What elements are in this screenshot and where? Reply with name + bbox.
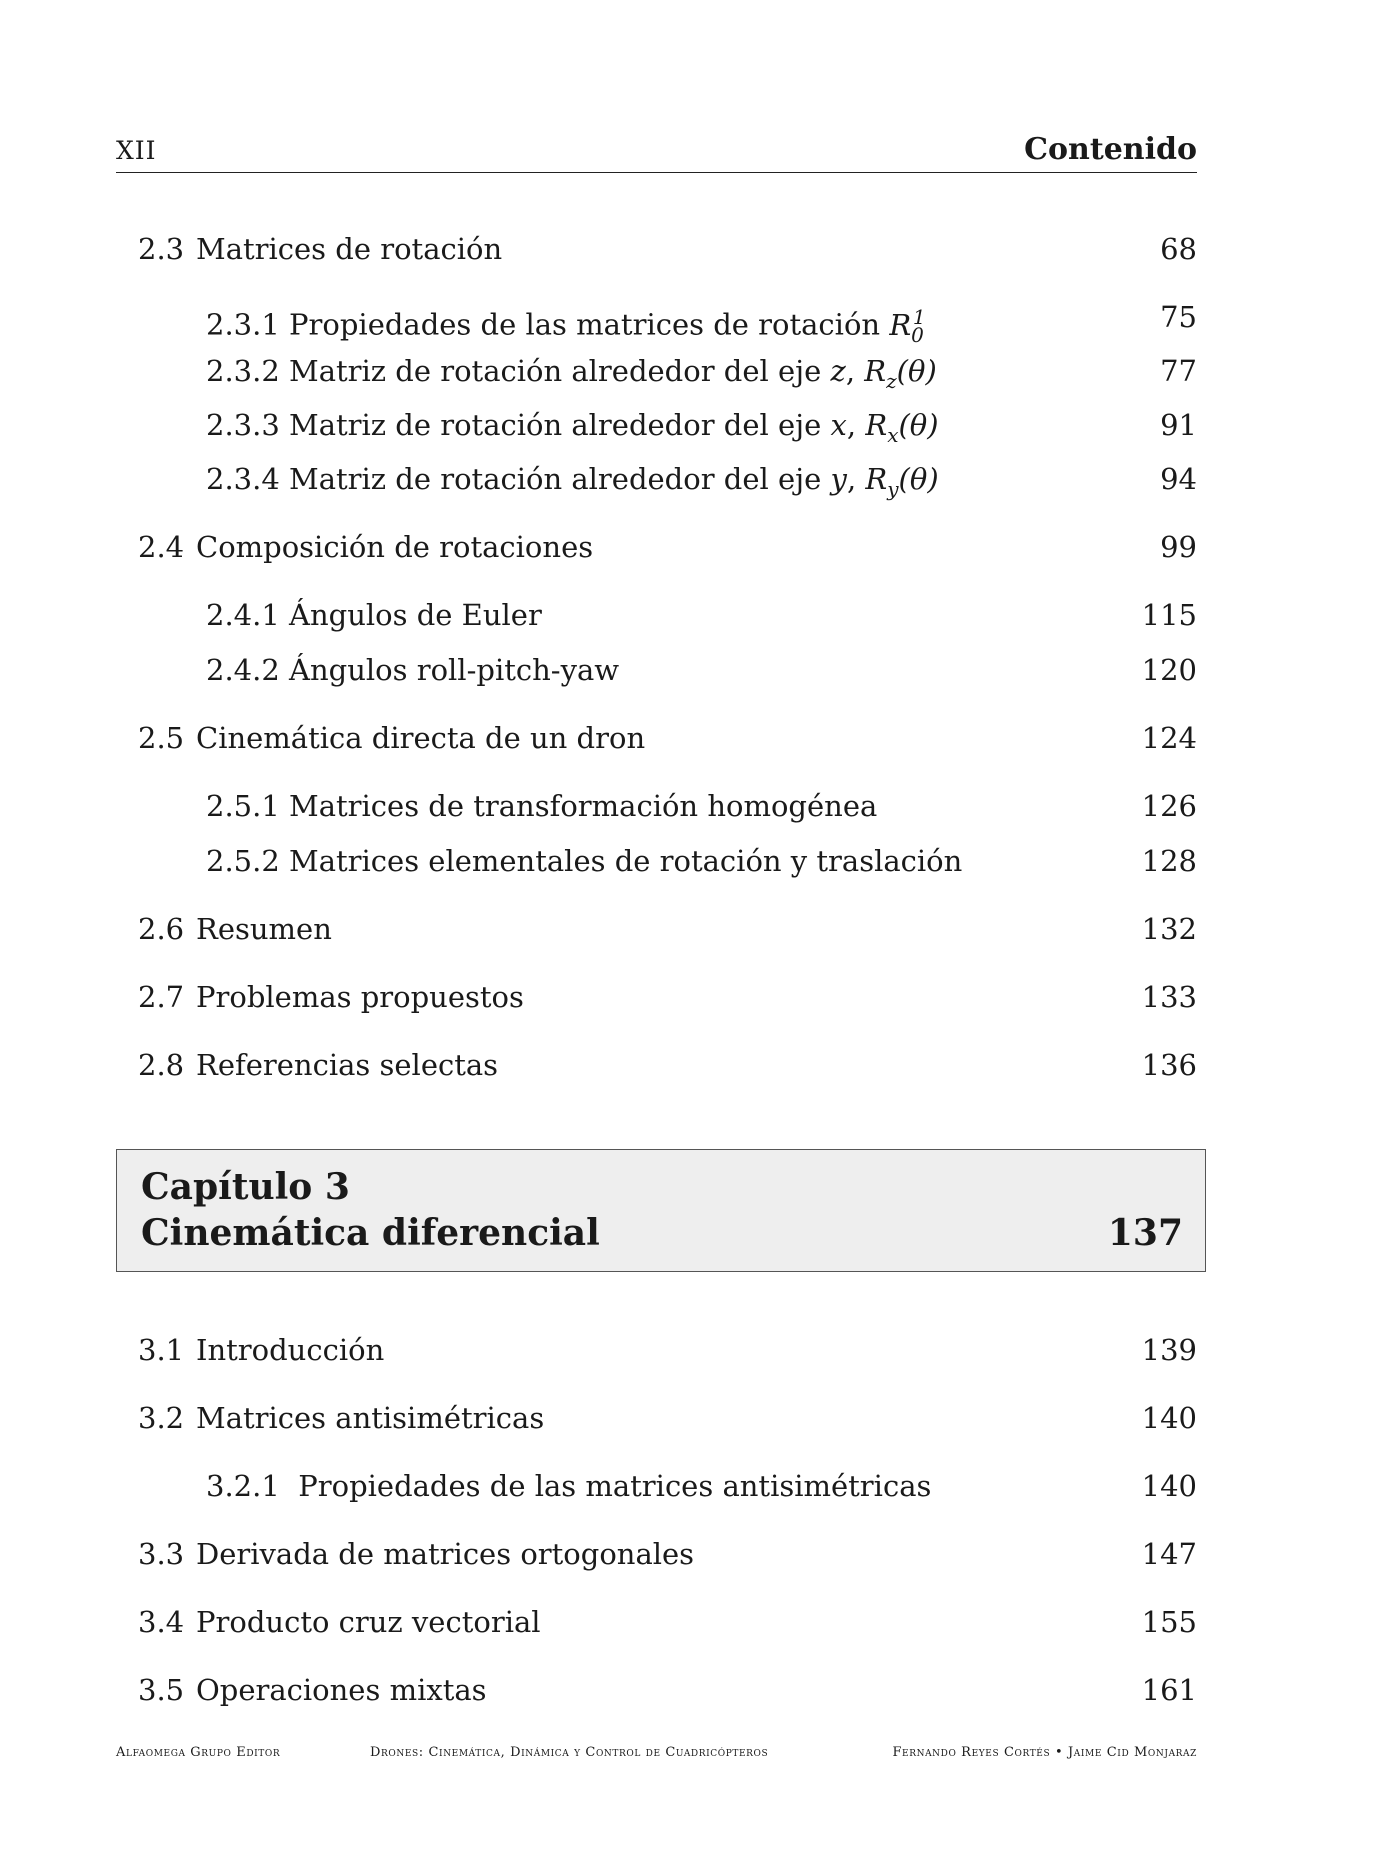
math-symbol: $R_0^1$ [889, 305, 926, 347]
toc-entry[interactable]: 2.4 Composición de rotaciones 99 [138, 530, 1197, 564]
running-title: Contenido [1024, 132, 1197, 167]
toc-entry[interactable]: 2.6 Resumen 132 [138, 912, 1197, 946]
toc-entry[interactable]: 2.4.1 Ángulos de Euler 115 [206, 598, 1197, 632]
toc-entry[interactable]: 2.4.2 Ángulos roll-pitch-yaw 120 [206, 653, 1197, 687]
math-symbol: $R_x(\theta)$ [865, 408, 939, 447]
toc-entry[interactable]: 2.5 Cinemática directa de un dron 124 [138, 721, 1197, 755]
toc-entry[interactable]: 3.5 Operaciones mixtas 161 [138, 1673, 1197, 1707]
footer-publisher: Alfaomega Grupo Editor [116, 1745, 281, 1760]
page-header [116, 128, 1197, 173]
toc-entry[interactable]: 3.2.1 Propiedades de las matrices antisimétricas 140 [206, 1469, 1197, 1503]
toc-entry[interactable]: 2.3.3 Matriz de rotación alrededor del eje x, $R_x(\theta)$ 91 [206, 408, 1197, 447]
math-symbol: $R_z(\theta)$ [864, 354, 937, 393]
toc-entry[interactable]: 2.7 Problemas propuestos 133 [138, 980, 1197, 1014]
toc-entry[interactable]: 3.1 Introducción 139 [138, 1333, 1197, 1367]
toc-entry[interactable]: 2.5.1 Matrices de transformación homogénea 126 [206, 789, 1197, 823]
footer-book-title: Drones: Cinemática, Dinámica y Control de Cuadricópteros [370, 1745, 769, 1760]
toc-entry[interactable]: 3.2 Matrices antisimétricas 140 [138, 1401, 1197, 1435]
footer-authors: Fernando Reyes Cortés • Jaime Cid Monjaraz [892, 1745, 1197, 1760]
toc-entry[interactable]: 2.8 Referencias selectas 136 [138, 1048, 1197, 1082]
chapter-label: Capítulo 3 [141, 1166, 350, 1208]
chapter-title: Cinemática diferencial [141, 1212, 600, 1254]
toc-entry[interactable]: 2.3.1 Propiedades de las matrices de rotación $R_0^1$ 75 [206, 300, 1197, 347]
chapter-page: 137 [1107, 1212, 1183, 1254]
chapter-heading-box[interactable] [116, 1149, 1206, 1272]
toc-entry[interactable]: 2.3 Matrices de rotación 68 [138, 232, 1197, 266]
toc-entry[interactable]: 2.3.2 Matriz de rotación alrededor del eje z, $R_z(\theta)$ 77 [206, 354, 1197, 393]
page-number: XII [116, 136, 157, 165]
toc-entry[interactable]: 3.3 Derivada de matrices ortogonales 147 [138, 1537, 1197, 1571]
toc-entry[interactable]: 3.4 Producto cruz vectorial 155 [138, 1605, 1197, 1639]
toc-entry[interactable]: 2.3.4 Matriz de rotación alrededor del eje y, $R_y(\theta)$ 94 [206, 462, 1197, 501]
toc-entry[interactable]: 2.5.2 Matrices elementales de rotación y traslación 128 [206, 844, 1197, 878]
math-symbol: $R_y(\theta)$ [865, 462, 939, 501]
